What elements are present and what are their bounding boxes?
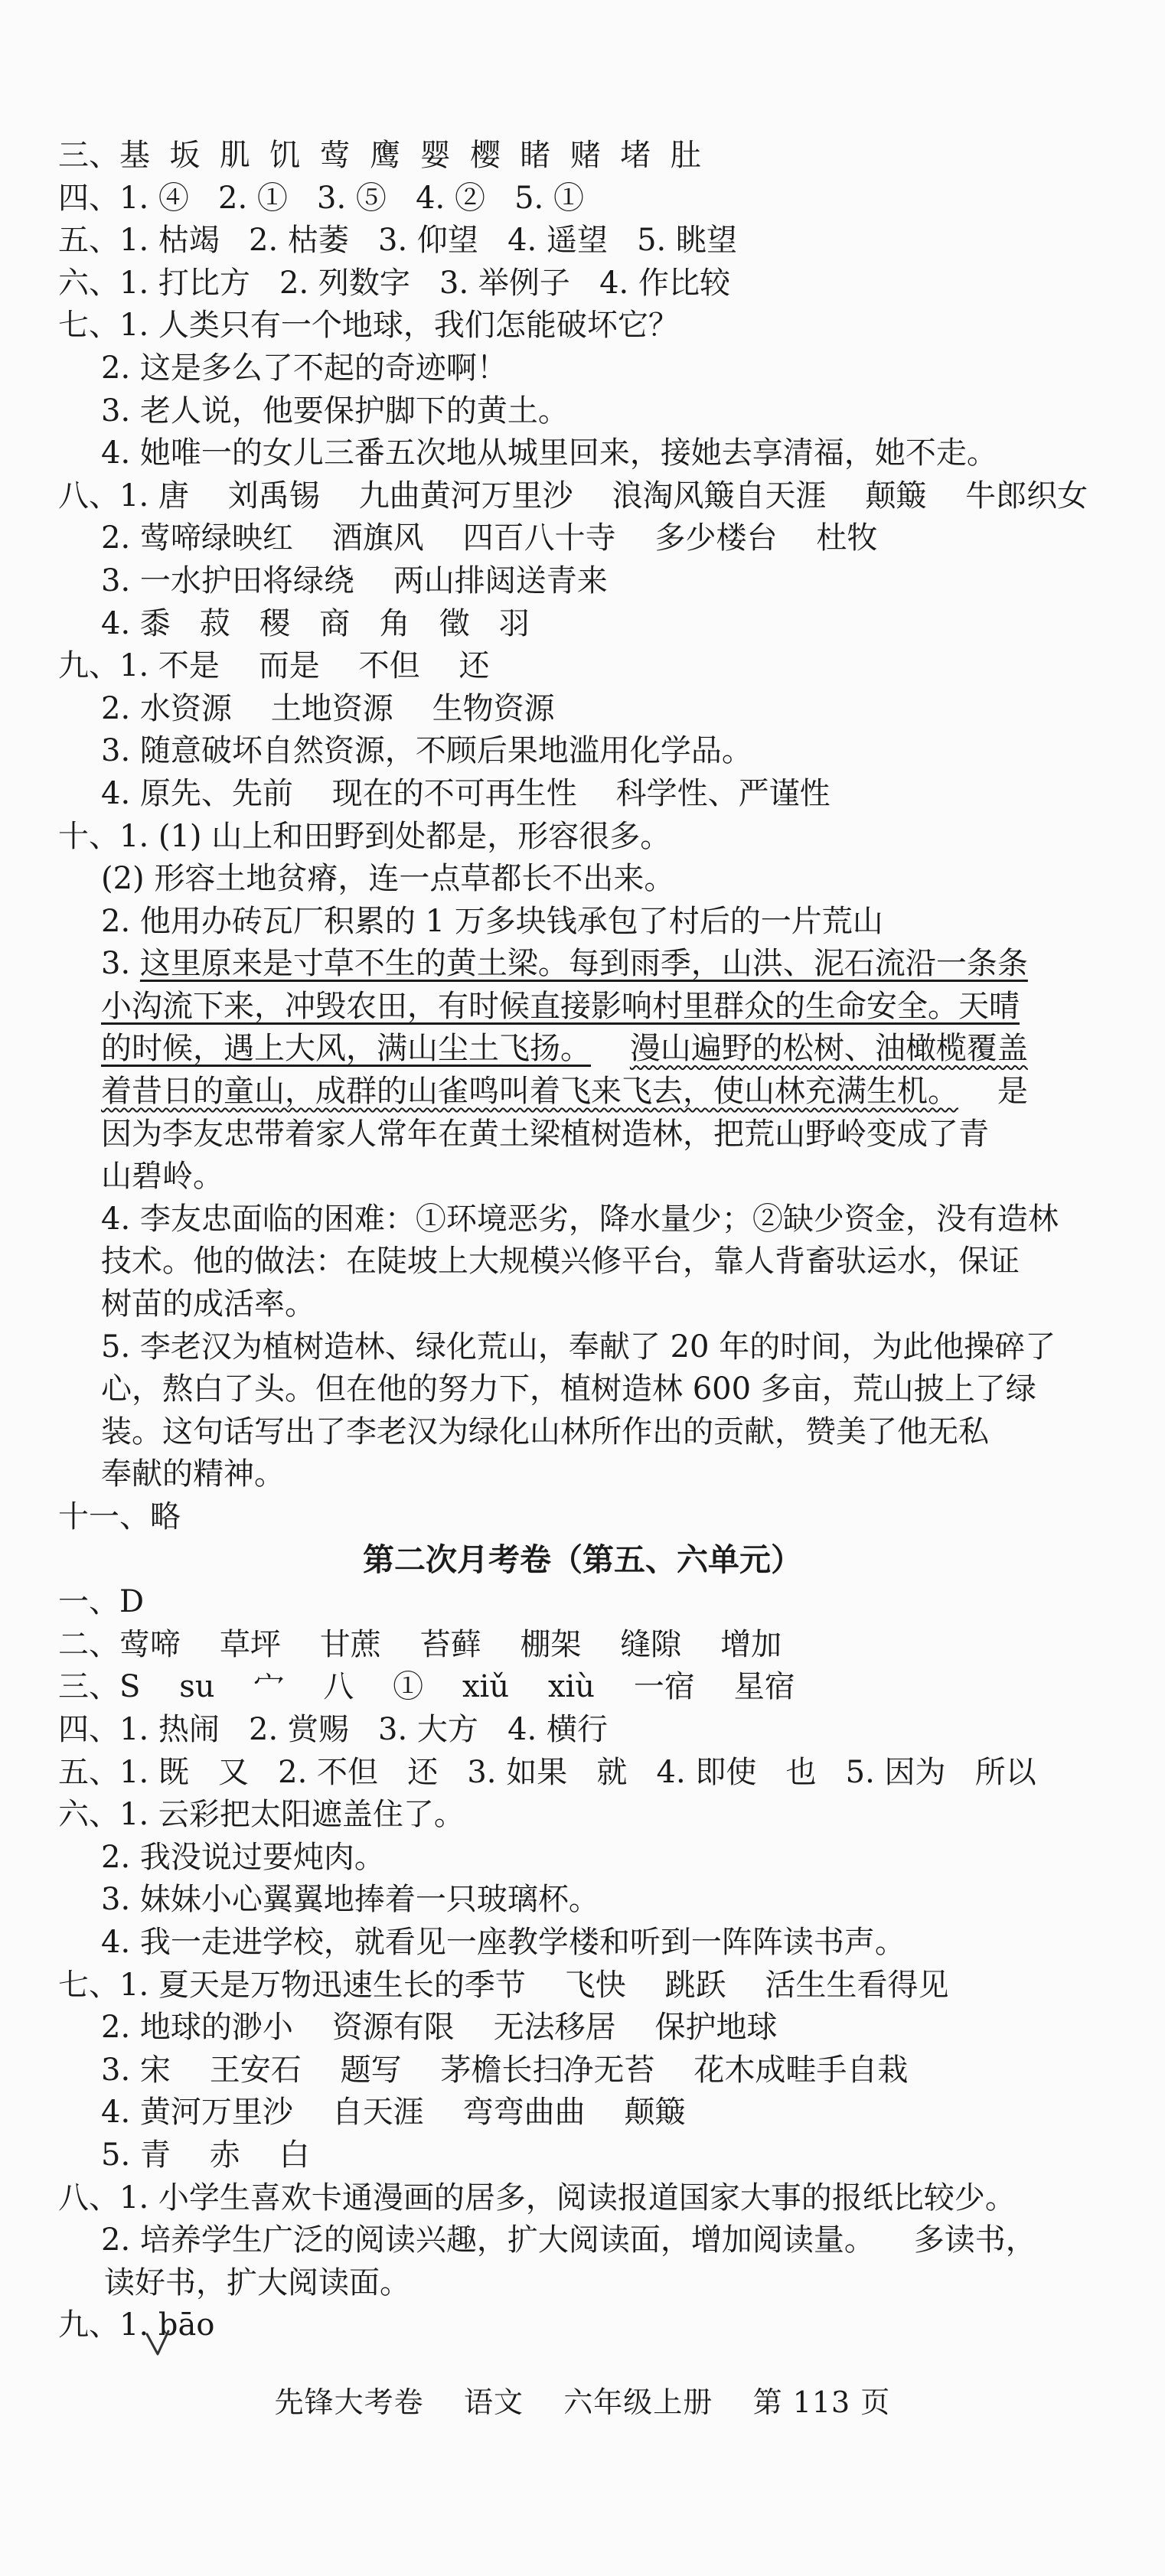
answer-line xyxy=(58,1028,1107,1071)
answer-line xyxy=(58,1752,1107,1795)
answer-text: 2. 地球的渺小 资源有限 无法移居 保护地球 xyxy=(101,2010,778,2046)
answer-line xyxy=(58,2134,1107,2177)
underlined-text: 的时候，遇上大风，满山尘土飞扬。 xyxy=(101,1031,591,1067)
answer-text: 2. 我没说过要炖肉。 xyxy=(101,1839,385,1875)
answer-text: 五、1. 枯竭 2. 枯萎 3. 仰望 4. 遥望 5. 眺望 xyxy=(58,223,737,259)
answer-text: 六、1. 打比方 2. 列数字 3. 举例子 4. 作比较 xyxy=(58,265,730,301)
answer-line xyxy=(58,2262,1107,2305)
answer-text: 4. 她唯一的女儿三番五次地从城里回来，接她去享清福，她不走。 xyxy=(101,435,997,471)
answer-line xyxy=(58,560,1107,603)
answer-text: 四、1. 热闹 2. 赏赐 3. 大方 4. 横行 xyxy=(58,1711,608,1747)
answer-text: 十一、略 xyxy=(58,1499,181,1534)
answer-text: 4. 李友忠面临的困难：①环境恶劣，降水量少；②缺少资金，没有造林 xyxy=(101,1201,1059,1237)
answer-line xyxy=(58,2219,1107,2262)
answer-line xyxy=(58,220,1107,262)
answer-text: 3. 老人说，他要保护脚下的黄土。 xyxy=(101,393,569,429)
answer-text: 七、1. 夏天是万物迅速生长的季节 飞快 跳跃 活生生看得见 xyxy=(58,1967,949,2003)
answer-line xyxy=(58,1879,1107,1922)
answer-text: 4. 黄河万里沙 自天涯 弯弯曲曲 颠簸 xyxy=(101,2095,686,2131)
answer-line xyxy=(58,2177,1107,2220)
answer-text: 十、1. (1) 山上和田野到处都是，形容很多。 xyxy=(58,818,671,854)
answer-line xyxy=(58,390,1107,433)
answer-line xyxy=(58,730,1107,773)
answer-text: 3. 一水护田将绿绕 两山排闼送青来 xyxy=(101,562,608,598)
answer-line xyxy=(58,1241,1107,1283)
answer-text: 2. 水资源 土地资源 生物资源 xyxy=(101,690,555,726)
handwritten-check-mark xyxy=(142,2327,173,2357)
underlined-text: 小沟流下来，冲毁农田，有时候直接影响村里群众的生命安全。天晴 xyxy=(101,988,1020,1024)
answer-text: 八、1. 唐 刘禹锡 九曲黄河万里沙 浪淘风簸自天涯 颠簸 牛郎织女 xyxy=(58,478,1088,514)
answer-text: 六、1. 云彩把太阳遮盖住了。 xyxy=(58,1797,465,1833)
answer-line xyxy=(58,773,1107,816)
answer-line xyxy=(58,943,1107,986)
page-footer: 先锋大考卷 语文 六年级上册 第 113 页 xyxy=(274,2385,891,2419)
answer-line xyxy=(58,1368,1107,1411)
answer-line xyxy=(58,1198,1107,1241)
answer-line xyxy=(58,347,1107,390)
answer-text: 技术。他的做法：在陡坡上大规模兴修平台，靠人背畜驮运水，保证 xyxy=(101,1244,1020,1280)
answer-line xyxy=(58,475,1107,518)
answer-text: 2. 这是多么了不起的奇迹啊！ xyxy=(101,350,507,386)
answer-text: 奉献的精神。 xyxy=(101,1456,285,1492)
answer-line xyxy=(58,2007,1107,2049)
answer-text: 装。这句话写出了李老汉为绿化山林所作出的贡献，赞美了他无私 xyxy=(101,1414,989,1449)
answer-line xyxy=(58,986,1107,1029)
answer-line xyxy=(58,1965,1107,2007)
answer-line xyxy=(58,603,1107,646)
answer-line xyxy=(58,1156,1107,1198)
section-title xyxy=(58,1539,1107,1582)
wavy-underlined-text: 漫山遍野的松树、油橄榄覆盖 xyxy=(629,1031,1028,1067)
answer-line xyxy=(58,305,1107,347)
answer-line xyxy=(58,1709,1107,1752)
answer-content xyxy=(58,135,1107,2347)
answer-line xyxy=(58,2049,1107,2092)
answer-line xyxy=(58,1411,1107,1454)
answer-text: 四、1. ④ 2. ① 3. ⑤ 4. ② 5. ① xyxy=(58,180,584,216)
answer-text: (2) 形容土地贫瘠，连一点草都长不出来。 xyxy=(101,861,675,897)
answer-text xyxy=(591,1031,630,1066)
answer-line xyxy=(58,1794,1107,1837)
answer-line xyxy=(58,1624,1107,1667)
answer-line xyxy=(58,135,1107,178)
answer-text: 因为李友忠带着家人常年在黄土梁植树造林，把荒山野岭变成了青 xyxy=(101,1116,989,1152)
answer-text: 树苗的成活率。 xyxy=(101,1286,315,1322)
wavy-underlined-text: 着昔日的童山，成群的山雀鸣叫着飞来飞去，使山林充满生机。 xyxy=(101,1074,958,1110)
answer-text: 4. 原先、先前 现在的不可再生性 科学性、严谨性 xyxy=(101,775,831,811)
answer-text: 山碧岭。 xyxy=(101,1159,224,1195)
answer-line xyxy=(58,1496,1107,1539)
answer-text: 2. 莺啼绿映红 酒旗风 四百八十寺 多少楼台 杜牧 xyxy=(101,520,878,556)
answer-line xyxy=(58,901,1107,944)
answer-text: 2. 他用办砖瓦厂积累的 1 万多块钱承包了村后的一片荒山 xyxy=(101,903,883,939)
answer-line xyxy=(58,517,1107,560)
answer-text: 二、莺啼 草坪 甘蔗 苔藓 棚架 缝隙 增加 xyxy=(58,1626,782,1662)
answer-line xyxy=(58,262,1107,305)
answer-text: 读好书，扩大阅读面。 xyxy=(104,2265,410,2300)
answer-text: 三、S su 宀 八 ① xiǔ xiù 一宿 星宿 xyxy=(58,1669,795,1705)
answer-text: 4. 我一走进学校，就看见一座教学楼和听到一阵阵读书声。 xyxy=(101,1924,906,1960)
answer-text: 3. 随意破坏自然资源，不顾后果地滥用化学品。 xyxy=(101,733,752,769)
answer-text: 九、1. 不是 而是 不但 还 xyxy=(58,648,490,684)
underlined-text: 这里原来是寸草不生的黄土梁。每到雨季，山洪、泥石流沿一条条 xyxy=(139,946,1028,982)
answer-line xyxy=(58,1283,1107,1326)
answer-text: 4. 黍 菽 稷 商 角 徵 羽 xyxy=(101,605,530,641)
answer-line xyxy=(58,1326,1107,1369)
answer-line xyxy=(58,1114,1107,1156)
answer-line xyxy=(58,816,1107,859)
answer-text: 3. xyxy=(101,946,140,982)
answer-line xyxy=(58,1837,1107,1880)
answer-text: 2. 培养学生广泛的阅读兴趣，扩大阅读面，增加阅读量。 多读书， xyxy=(101,2222,1036,2258)
answer-text: 3. 宋 王安石 题写 茅檐长扫净无苔 花木成畦手自栽 xyxy=(101,2052,909,2088)
answer-line xyxy=(58,2304,1107,2347)
answer-text: 是 xyxy=(958,1074,1028,1110)
answer-text: 八、1. 小学生喜欢卡通漫画的居多，阅读报道国家大事的报纸比较少。 xyxy=(58,2180,1016,2216)
answer-line xyxy=(58,178,1107,220)
answer-line xyxy=(58,1453,1107,1496)
answer-line xyxy=(58,1666,1107,1709)
answer-text: 5. 李老汉为植树造林、绿化荒山，奉献了 20 年的时间，为此他操碎了 xyxy=(101,1329,1056,1365)
answer-text: 七、1. 人类只有一个地球，我们怎能破坏它？ xyxy=(58,308,679,344)
answer-line xyxy=(58,2092,1107,2134)
answer-line xyxy=(58,1071,1107,1114)
answer-text: 3. 妹妹小心翼翼地捧着一只玻璃杯。 xyxy=(101,1882,599,1918)
answer-line xyxy=(58,1581,1107,1624)
answer-text: 5. 青 赤 白 xyxy=(101,2137,310,2173)
answer-line xyxy=(58,1922,1107,1965)
answer-text: 第二次月考卷（第五、六单元） xyxy=(363,1541,802,1578)
answer-text: 一、D xyxy=(58,1584,145,1620)
answer-text: 心，熬白了头。但在他的努力下，植树造林 600 多亩，荒山披上了绿 xyxy=(101,1371,1036,1407)
answer-line xyxy=(58,858,1107,901)
answer-line xyxy=(58,645,1107,688)
answer-line xyxy=(58,688,1107,731)
answer-text: 五、1. 既 又 2. 不但 还 3. 如果 就 4. 即使 也 5. 因为 所以 xyxy=(58,1754,1036,1790)
answer-text: 三、基 坂 肌 饥 莺 鹰 婴 樱 睹 赌 堵 肚 xyxy=(58,138,701,173)
answer-line xyxy=(58,432,1107,475)
answer-text: 九、1. bāo xyxy=(58,2307,215,2343)
